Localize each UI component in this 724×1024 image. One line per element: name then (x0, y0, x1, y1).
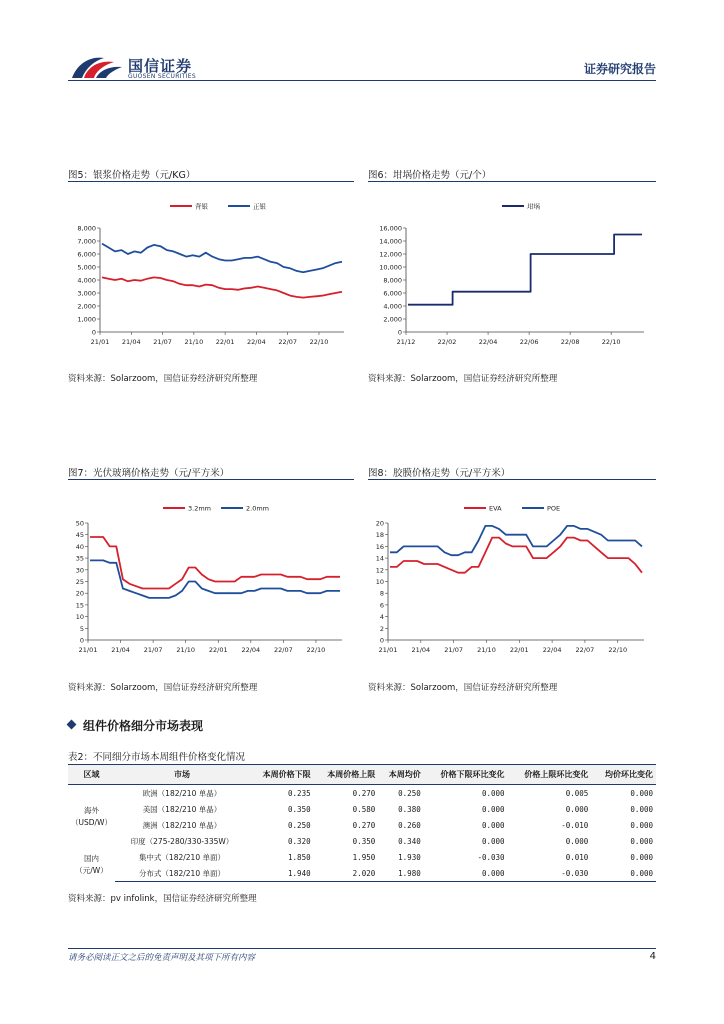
footer-divider (68, 948, 656, 949)
y-tick-label: 12 (375, 566, 384, 575)
low-chg-cell: 0.000 (481, 836, 505, 846)
y-tick-label: 20 (75, 589, 84, 598)
col-header-market: 市场 (115, 765, 249, 785)
y-tick-label: 16 (375, 542, 384, 551)
logo-text: 国信证券 (128, 57, 193, 75)
header-divider (68, 80, 656, 81)
low-chg-cell: 0.000 (481, 804, 505, 814)
avg-chg-cell: 0.000 (630, 852, 653, 862)
x-tick-label: 21/01 (90, 338, 110, 346)
figure-8-title-rule (368, 479, 656, 480)
low-chg-cell: 0.000 (481, 788, 505, 798)
x-tick-label: 22/10 (601, 338, 621, 346)
y-tick-label: 16,000 (379, 224, 402, 233)
figure-5-title: 图5：银浆价格走势（元/KG） (68, 170, 196, 181)
legend-label: 正银 (253, 202, 266, 211)
x-tick-label: 21/12 (396, 338, 416, 346)
figure-6-source: 资料来源：Solarzoom，国信证券经济研究所整理 (368, 374, 558, 384)
x-tick-label: 22/10 (608, 646, 628, 654)
low-cell: 0.235 (288, 788, 311, 798)
y-tick-label: 5,000 (77, 263, 96, 272)
col-header-low-chg: 价格下限环比变化 (424, 765, 508, 785)
table-source: 资料来源：pv infolink，国信证券经济研究所整理 (68, 894, 257, 904)
y-tick-label: 14,000 (379, 237, 402, 246)
figure-5-title-rule (68, 181, 354, 182)
y-tick-label: 0 (79, 636, 84, 645)
avg-chg-cell: 0.000 (630, 820, 653, 830)
x-tick-label: 22/04 (542, 646, 562, 654)
figure-8-title: 图8：胶膜价格走势（元/平方米） (368, 468, 511, 479)
series-line-1 (90, 560, 340, 598)
series-line-1 (390, 526, 642, 555)
series-line-0 (102, 277, 342, 297)
section-heading-text: 组件价格细分市场表现 (83, 719, 204, 733)
high-chg-cell: -0.010 (561, 820, 589, 830)
y-tick-label: 6,000 (77, 250, 96, 259)
low-chg-cell: -0.030 (477, 852, 505, 862)
x-tick-label: 22/04 (247, 338, 266, 346)
logo-text-english: GUOSEN SECURITIES (128, 73, 197, 80)
low-chg-cell: 0.000 (481, 820, 505, 830)
series-line-1 (102, 244, 342, 273)
legend-label: EVA (489, 504, 502, 513)
avg-chg-cell: 0.000 (630, 836, 653, 846)
high-chg-cell: 0.000 (565, 836, 589, 846)
y-tick-label: 0 (379, 636, 384, 645)
y-tick-label: 1,000 (77, 315, 96, 324)
high-cell: 0.270 (352, 820, 376, 830)
y-tick-label: 7,000 (77, 237, 96, 246)
high-cell: 2.020 (314, 865, 379, 882)
region-domestic (68, 849, 115, 882)
y-tick-label: 8,000 (77, 224, 96, 233)
legend-label: 坩埚 (527, 202, 540, 211)
high-chg-cell: -0.030 (508, 865, 592, 882)
silver-paste-chart (68, 188, 354, 358)
y-tick-label: 20 (375, 519, 384, 528)
high-cell: 0.350 (352, 836, 376, 846)
table-row (68, 801, 656, 817)
x-tick-label: 21/10 (176, 646, 196, 654)
col-header-avg-chg: 均价环比变化 (591, 765, 656, 785)
figure-6-title: 图6：坩埚价格走势（元/个） (368, 170, 492, 181)
diamond-bullet-icon (67, 720, 77, 730)
y-tick-label: 4 (379, 613, 384, 622)
y-tick-label: 35 (75, 554, 84, 563)
y-tick-label: 45 (75, 531, 84, 540)
low-chg-cell: 0.000 (424, 865, 508, 882)
market-cell: 澳洲（182/210 单晶） (142, 820, 222, 830)
figure-7-title: 图7：光伏玻璃价格走势（元/平方米） (68, 468, 230, 479)
page-number: 4 (649, 951, 656, 962)
table-row (68, 785, 656, 802)
avg-cell: 1.930 (398, 852, 421, 862)
crucible-chart (368, 188, 656, 358)
y-tick-label: 4,000 (77, 276, 96, 285)
x-tick-label: 22/07 (278, 338, 298, 346)
region-domestic-unit: （元/W） (75, 866, 108, 876)
x-tick-label: 21/01 (78, 646, 98, 654)
x-tick-label: 21/10 (184, 338, 204, 346)
legend-label: POE (547, 504, 561, 513)
high-chg-cell: 0.005 (565, 788, 589, 798)
price-table (68, 764, 656, 882)
x-tick-label: 22/06 (519, 338, 539, 346)
region-overseas-name: 海外 (83, 806, 99, 815)
y-tick-label: 15 (75, 601, 84, 610)
high-cell: 0.580 (352, 804, 376, 814)
y-tick-label: 10 (375, 578, 384, 586)
y-tick-label: 10 (75, 613, 84, 622)
figure-5-source: 资料来源：Solarzoom，国信证券经济研究所整理 (68, 374, 258, 384)
low-cell: 0.320 (288, 836, 311, 846)
low-cell: 1.940 (249, 865, 314, 882)
y-tick-label: 2 (379, 624, 384, 633)
y-tick-label: 10,000 (379, 263, 402, 272)
y-tick-label: 40 (75, 542, 84, 551)
high-cell: 1.950 (352, 852, 376, 862)
x-tick-label: 21/07 (444, 646, 464, 654)
footer-disclaimer: 请务必阅读正文之后的免责声明及其项下所有内容 (68, 953, 256, 963)
avg-cell: 1.980 (378, 865, 423, 882)
figure-7-title-rule (68, 479, 354, 480)
col-header-high-chg: 价格上限环比变化 (508, 765, 592, 785)
high-cell: 0.270 (352, 788, 376, 798)
table-row (68, 833, 656, 849)
avg-chg-cell: 0.000 (630, 788, 653, 798)
y-tick-label: 8 (379, 589, 384, 598)
y-tick-label: 14 (375, 554, 384, 563)
table-header-row (68, 765, 656, 785)
market-cell: 欧洲（182/210 单晶） (142, 788, 222, 798)
section-heading (68, 717, 203, 734)
legend-label: 2.0mm (246, 504, 270, 513)
market-cell: 分布式（182/210 单面） (115, 865, 249, 882)
market-cell: 美国（182/210 单晶） (142, 804, 222, 814)
series-line-0 (390, 538, 642, 573)
pv-glass-chart (68, 490, 354, 662)
y-tick-label: 30 (75, 566, 84, 575)
market-cell: 集中式（182/210 单面） (138, 852, 225, 862)
x-tick-label: 21/04 (411, 646, 431, 654)
region-domestic-name: 国内 (83, 854, 99, 864)
x-tick-label: 21/04 (111, 646, 130, 654)
y-tick-label: 6,000 (383, 289, 402, 298)
y-tick-label: 5 (79, 624, 84, 633)
y-tick-label: 25 (75, 578, 84, 586)
x-tick-label: 21/07 (143, 646, 163, 654)
x-tick-label: 21/07 (153, 338, 172, 346)
x-tick-label: 22/01 (208, 646, 228, 654)
y-tick-label: 12,000 (379, 250, 402, 259)
figure-8-source: 资料来源：Solarzoom，国信证券经济研究所整理 (368, 683, 558, 693)
region-overseas-unit: （USD/W） (71, 818, 112, 827)
col-header-region: 区域 (68, 765, 115, 785)
series-line-0 (90, 537, 340, 589)
col-header-avg: 本周均价 (378, 765, 423, 785)
y-tick-label: 4,000 (383, 302, 402, 311)
x-tick-label: 21/10 (477, 646, 496, 654)
x-tick-label: 21/01 (378, 646, 398, 654)
avg-cell: 0.380 (398, 804, 421, 814)
table-title: 表2：不同细分市场本周组件价格变化情况 (68, 752, 246, 763)
avg-chg-cell: 0.000 (591, 865, 656, 882)
x-tick-label: 22/07 (274, 646, 293, 654)
figure-7-source: 资料来源：Solarzoom，国信证券经济研究所整理 (68, 683, 258, 693)
table-row (68, 817, 656, 833)
low-cell: 0.250 (288, 820, 311, 830)
y-tick-label: 6 (379, 601, 384, 610)
x-tick-label: 21/04 (121, 338, 141, 346)
x-tick-label: 22/01 (215, 338, 235, 346)
encapsulant-film-chart (368, 490, 656, 662)
market-cell: 印度（275-280/330-335W） (130, 836, 234, 846)
y-tick-label: 2,000 (77, 302, 96, 311)
x-tick-label: 22/10 (306, 646, 326, 654)
avg-cell: 0.260 (398, 820, 421, 830)
guosen-logo-icon (70, 52, 124, 82)
x-tick-label: 22/04 (241, 646, 261, 654)
table-row (68, 865, 656, 882)
low-cell: 0.350 (288, 804, 311, 814)
y-tick-label: 0 (397, 328, 402, 337)
y-tick-label: 8,000 (383, 276, 402, 285)
legend-label: 背银 (195, 202, 208, 211)
y-tick-label: 3,000 (77, 289, 96, 298)
x-tick-label: 22/10 (309, 338, 329, 346)
high-chg-cell: 0.010 (565, 852, 589, 862)
y-tick-label: 2,000 (383, 315, 402, 324)
x-tick-label: 22/07 (575, 646, 595, 654)
y-tick-label: 18 (375, 531, 384, 540)
legend-label: 3.2mm (188, 504, 212, 513)
avg-cell: 0.250 (398, 788, 421, 798)
col-header-low: 本周价格下限 (249, 765, 314, 785)
y-tick-label: 0 (91, 328, 96, 337)
y-tick-label: 50 (75, 519, 84, 528)
figure-6-title-rule (368, 181, 656, 182)
region-overseas (68, 785, 115, 850)
x-tick-label: 22/08 (560, 338, 580, 346)
report-type-label: 证券研究报告 (583, 62, 656, 76)
series-line-0 (408, 235, 642, 305)
high-chg-cell: 0.000 (565, 804, 589, 814)
table-row (68, 849, 656, 865)
low-cell: 1.850 (288, 852, 311, 862)
col-header-high: 本周价格上限 (314, 765, 379, 785)
avg-chg-cell: 0.000 (630, 804, 653, 814)
x-tick-label: 22/01 (509, 646, 529, 654)
x-tick-label: 22/02 (437, 338, 457, 346)
avg-cell: 0.340 (398, 836, 421, 846)
x-tick-label: 22/04 (478, 338, 498, 346)
